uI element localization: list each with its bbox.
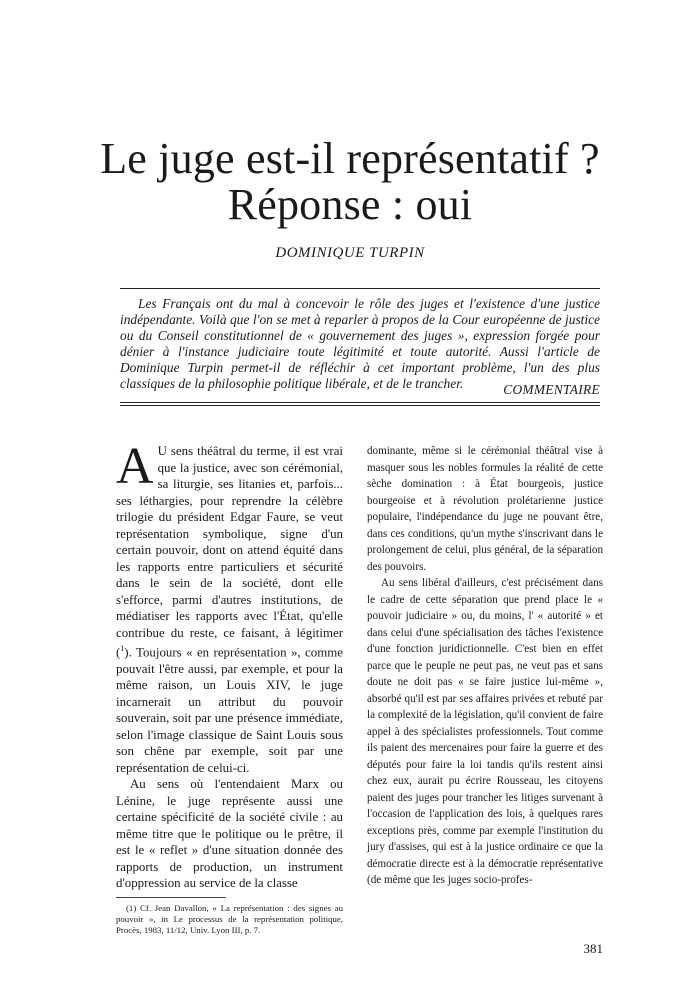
author-name: DOMINIQUE TURPIN bbox=[275, 245, 425, 261]
abstract bbox=[120, 296, 600, 392]
body-column-right bbox=[367, 443, 603, 889]
paragraph-1 bbox=[116, 438, 343, 776]
top-rule bbox=[120, 288, 600, 289]
body-column-left bbox=[116, 438, 343, 892]
paragraph-2: Au sens où l'entendaient Marx ou Lénine, le juge représente aussi une certaine spécificité de la société civile : au même titre que le politique ou le prêtre, il est le « reflet » d'une situation donnée des rapports de production, un instrument d'oppression au service de la classe bbox=[116, 777, 343, 891]
paragraph-3: Au sens libéral d'ailleurs, c'est précisément dans le cadre de cette séparation que prend place le « pouvoir judiciaire » ou, du moins, l' « autorité » et dans celui d'une spécialisation des tâches l'existence d'une fonction juridictionnelle. C'est bien en effet parce que le peuple ne peut pas, ne veut pas et sans doute ne doit pas « se faire justice lui-même », absorbé qu'il est par ses affaires privées et rebuté par la complexité de la législation, qu'il convient de faire appel à des spécialistes professionnels. Tout comme ils paient des mercenaires pour faire la guerre et des députés pour faire la loi tandis qu'ils restent ainsi chez eux, aurait pu écrire Rousseau, les citoyens paient des juges pour trancher les litiges survenant à l'occasion de l'application des lois, à quelques rares exceptions près, comme par exemple l'institution du jury d'assises, qui est à la justice ordinaire ce que la démocratie directe est à la démocratie représentative (de même que les juges socio-profes- bbox=[367, 577, 603, 886]
abstract-signature: COMMENTAIRE bbox=[503, 382, 600, 397]
abstract-rule-2 bbox=[120, 405, 600, 406]
footnote-text: (1) Cf. Jean Davallon, « La représentation : des signes au pouvoir », in Le processus de la représentation politique, Procès, 1983, 11/12, Univ. Lyon III, p. 7. bbox=[116, 903, 343, 935]
drop-cap: A bbox=[116, 438, 154, 495]
abstract-text: Les Français ont du mal à concevoir le rôle des juges et l'existence d'une justice indépendante. Voilà que l'on se met à reparler à propos de la Cour européenne de justice ou du Conseil constitutionnel de « gouvernement des juges », expression forgée pour dénier à l'instance judiciaire toute légitimité et toute autorité. Aussi l'article de Dominique Turpin permet-il de réfléchir à cet important problème, l'un des plus classiques de la philosophie politique libérale, et de le trancher. bbox=[120, 296, 600, 391]
page-number: 381 bbox=[583, 941, 603, 956]
title-line-2: Réponse : oui bbox=[227, 180, 473, 229]
title-line-1: Le juge est-il représentatif ? bbox=[100, 134, 600, 183]
article-title bbox=[0, 136, 700, 228]
footnote-ref: 1 bbox=[120, 644, 125, 653]
abstract-rule-1 bbox=[120, 402, 600, 403]
paragraph-1-end: ). Toujours « en représentation », comme pouvait l'être aussi, par exemple, et pour la même raison, un Louis XIV, le juge incarnerait un attribut du pouvoir souverain, soit par une présence immédiate, selon l'image classique de Saint Louis sous son chêne par exemple, soit par une représentation de celui-ci. bbox=[116, 645, 343, 775]
footnote-rule bbox=[116, 897, 226, 898]
paragraph-2-continued: dominante, même si le cérémonial théâtral vise à masquer sous les nobles formules la réalité de cette sèche domination : à État bourgeois, justice bourgeoise et à révolution prolétarienne justice populaire, l'indépendance du juge ne pouvant être, dans ces conditions, qu'un mythe s'inscrivant dans le prolongement de celui, plus général, de la séparation des pouvoirs. bbox=[367, 445, 603, 573]
footnote bbox=[116, 903, 343, 936]
paragraph-1-text: U sens théâtral du terme, il est vrai que la justice, avec son cérémonial, sa liturgie, ses litanies et, parfois... ses léthargies, pour reprendre la célèbre trilogie du président Edgar Faure, se veut représentation symbolique, signe d'un certain pouvoir, dont on attend équité dans les rapports entre particuliers et sécurité dans le sein de la société, dont elle s'efforce, parmi d'autres institutions, de médiatiser les rapports avec l'État, qu'elle contribue du reste, ce faisant, à légitimer ( bbox=[116, 444, 343, 660]
